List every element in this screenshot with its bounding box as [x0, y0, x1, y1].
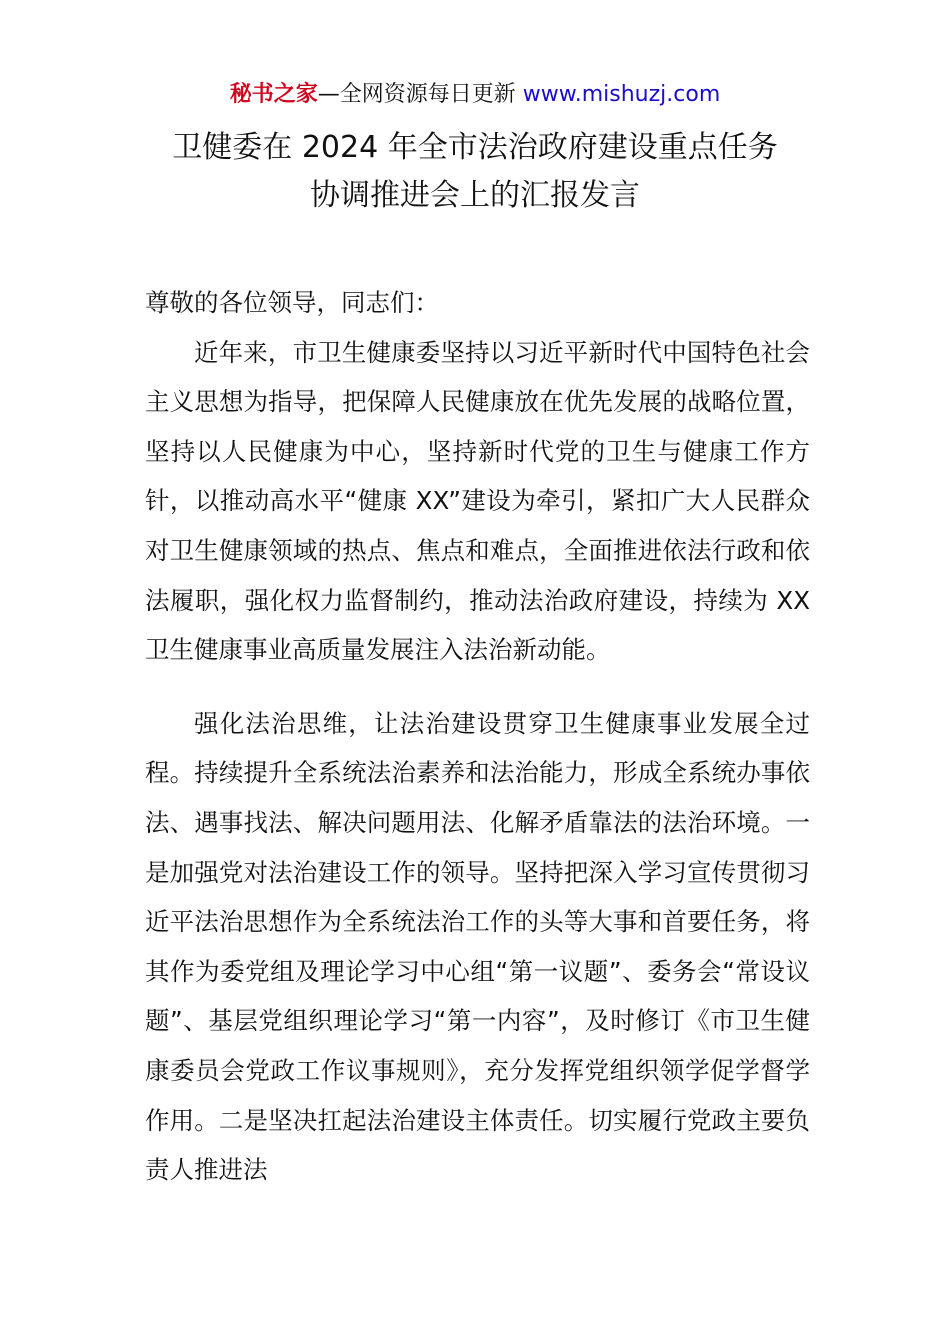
- paragraph-spacer: [145, 675, 810, 699]
- salutation: 尊敬的各位领导，同志们：: [145, 288, 439, 317]
- document-title-line-2: 协调推进会上的汇报发言: [310, 178, 640, 213]
- site-url-link[interactable]: www.mishuzj.com: [522, 82, 721, 107]
- site-brand: 秘书之家: [229, 82, 318, 107]
- site-tagline: —全网资源每日更新: [317, 82, 523, 107]
- site-header: [0, 80, 950, 110]
- paragraph-1: 近年来，市卫生健康委坚持以习近平新时代中国特色社会主义思想为指导，把保障人民健康放在优先发展的战略位置，坚持以人民健康为中心，坚持新时代党的卫生与健康工作方针，以推动高水平“健康 XX”建设为牵引，紧扣广大人民群众对卫生健康领域的热点、焦点和难点，全面推进依法行政和依法履职，强化权力监督制约，推动法治政府建设，持续为 XX 卫生健康事业高质量发展注入法治新动能。: [145, 337, 810, 665]
- paragraph-2: 强化法治思维，让法治建设贯穿卫生健康事业发展全过程。持续提升全系统法治素养和法治能力，形成全系统办事依法、遇事找法、解决问题用法、化解矛盾靠法的法治环境。一是加强党对法治建设工作的领导。坚持把深入学习宣传贯彻习近平法治思想作为全系统法治工作的头等大事和首要任务，将其作为委党组及理论学习中心组“第一议题”、委务会“常设议题”、基层党组织理论学习“第一内容”，及时修订《市卫生健康委员会党政工作议事规则》，充分发挥党组织领学促学督学作用。二是坚决扛起法治建设主体责任。切实履行党政主要负责人推进法: [145, 708, 810, 1185]
- document-body: [145, 278, 810, 1195]
- document-title-line-1: 卫健委在 2024 年全市法治政府建设重点任务: [172, 130, 778, 165]
